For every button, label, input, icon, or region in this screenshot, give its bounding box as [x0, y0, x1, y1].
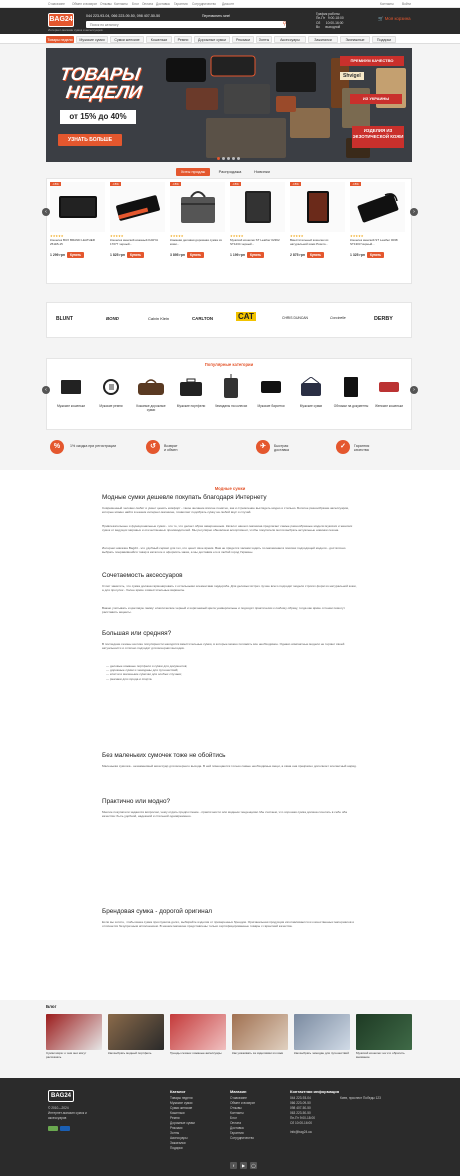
product-name[interactable]: Кошелек BUX BRAND LEATHER 2511B-15 — [50, 239, 95, 246]
buy-button[interactable]: Купить — [247, 252, 264, 258]
footer-shop-links — [230, 1096, 255, 1141]
footer-link[interactable]: Кошельки — [170, 1111, 185, 1115]
tab-new[interactable]: Новинки — [254, 169, 270, 174]
brands-strip — [46, 302, 412, 338]
shoulder-bag-icon — [292, 372, 330, 402]
footer-link[interactable]: Блог — [230, 1116, 237, 1120]
passport-cover-icon — [332, 372, 370, 402]
footer-phone[interactable]: 098 407-50-50 — [290, 1106, 311, 1110]
pagination-dot[interactable] — [222, 157, 225, 160]
logo[interactable]: BAG24 — [48, 13, 74, 27]
article-paragraph: Маленькая сумочка - незаменимый аксессуар для вечернего выхода. В ней помещаются только самые необходимые вещи, а сама она прекрасно дополняет элегантный наряд. — [102, 764, 357, 768]
topbar-link[interactable]: Сотрудничество — [192, 1, 217, 6]
category-item[interactable] — [52, 372, 90, 422]
footer-link[interactable]: Гарантия — [230, 1131, 244, 1135]
topbar-link[interactable]: Обмен и возврат — [72, 1, 97, 6]
blog-post-image[interactable] — [294, 1014, 350, 1050]
brand-logo[interactable]: Calvin Klein — [148, 316, 170, 321]
category-item[interactable] — [252, 372, 290, 422]
category-label: Мужские барсетки — [257, 404, 285, 408]
rating-stars: ★★★★★ — [170, 234, 184, 238]
ukraine-badge: ИЗ УКРАИНЫ — [350, 94, 402, 104]
topbar-link[interactable]: Контакты — [114, 1, 128, 6]
feature-text: Быстрая доставка — [274, 444, 290, 453]
nav-item[interactable]: Зонты — [256, 36, 272, 43]
article-heading: Без маленьких сумочек тоже не обойтись — [102, 752, 226, 759]
suitcase-icon — [212, 372, 250, 402]
product-card[interactable] — [170, 182, 225, 282]
footer-link[interactable]: Сумки женские — [170, 1106, 193, 1110]
product-card[interactable] — [110, 182, 165, 282]
hero-brand: Shvigel — [340, 72, 364, 80]
blog-post-image[interactable] — [170, 1014, 226, 1050]
footer-email[interactable]: info@bag24.ua — [290, 1130, 312, 1134]
youtube-icon[interactable]: ▶ — [241, 1163, 246, 1168]
product-image[interactable] — [350, 182, 405, 232]
topbar-contacts-link[interactable]: Контакты — [380, 1, 394, 6]
product-price: 2 875 грн — [290, 253, 305, 257]
footer-link[interactable]: Мужские сумки — [170, 1101, 193, 1105]
category-label: Чемоданы на колесах — [214, 404, 248, 408]
category-label: Кожаные дорожные сумки — [136, 404, 166, 412]
nav-item[interactable]: Рюкзаки — [232, 36, 254, 43]
category-item[interactable] — [212, 372, 250, 422]
article-heading: Большая или средняя? — [102, 630, 172, 637]
hero-title-line1: ТОВАРЫ — [58, 64, 142, 84]
article-paragraph: Важно учитывать и цветовую гамму: классические черный и коричневый цвета универсальны и подходят практически к любому образу, тогда как яркие оттенки помогут расставить акценты. — [102, 606, 345, 615]
product-name[interactable]: Кожаная деловая дорожная сумка из кожи... — [170, 239, 222, 246]
category-label: Мужские кошельки — [56, 404, 85, 408]
topbar-link[interactable]: О магазине — [48, 1, 65, 6]
blog-post[interactable] — [356, 1014, 412, 1074]
search-input[interactable] — [86, 21, 286, 28]
payment-icon — [48, 1126, 58, 1131]
delivery-icon: ✈ — [256, 440, 270, 454]
footer-link[interactable]: Аксессуары — [170, 1136, 188, 1140]
blog-post[interactable] — [108, 1014, 164, 1074]
nav-item[interactable]: Ремни — [174, 36, 192, 43]
category-label: Мужские портфели — [176, 404, 206, 408]
blog-post-image[interactable] — [46, 1014, 102, 1050]
blog-post[interactable] — [46, 1014, 102, 1074]
rating-stars: ★★★★★ — [290, 234, 304, 238]
blog-title: Блог — [46, 1004, 57, 1009]
article-heading: Практично или модно? — [102, 798, 171, 805]
discount-badge: -15% — [230, 182, 241, 186]
category-item[interactable] — [172, 372, 210, 422]
footer-phone[interactable]: 066 223-09-50 — [290, 1101, 311, 1105]
blog-post-title[interactable]: Как выбрать чемодан для путешествий — [294, 1051, 349, 1055]
header-phones: 044 223-93-04, 066 223-09-50, 098 407-50-50 — [86, 14, 161, 18]
article-heading: Сочетаемость аксессуаров — [102, 572, 183, 579]
discount-icon: % — [50, 440, 64, 454]
product-price: 3 895 грн — [170, 253, 185, 257]
feature-text: Гарантия качества — [354, 444, 370, 453]
hero-title-line2: НЕДЕЛИ — [64, 82, 144, 102]
category-label: Мужские ремни — [99, 404, 123, 408]
categories-next-icon[interactable]: › — [410, 386, 418, 394]
article-heading: Модные сумки дешевле покупать благодаря Интернету — [102, 494, 267, 501]
pagination-dot[interactable] — [217, 157, 220, 160]
category-item[interactable] — [92, 372, 130, 422]
product-image[interactable] — [290, 182, 345, 232]
nav-item[interactable]: Дорожные сумки — [194, 36, 230, 43]
product-name[interactable]: Кошелек женский ST Leather 0038 ST1303 Черный... — [350, 239, 398, 246]
footer-link[interactable]: Дорожные сумки — [170, 1121, 195, 1125]
footer-contacts — [290, 1096, 315, 1126]
hero-cta-button[interactable]: УЗНАТЬ БОЛЬШЕ — [58, 134, 122, 146]
product-name[interactable]: Вместительный кошелек из натуральной кожи Розето... — [290, 239, 329, 246]
blog-post-title[interactable]: Сумки мира: о чем они могут рассказать — [46, 1051, 87, 1059]
discount-badge: -15% — [170, 182, 181, 186]
footer-hours: Пн-Пт 9:00-18:00 — [290, 1116, 315, 1120]
visa-icon — [60, 1126, 70, 1131]
product-image[interactable] — [230, 182, 285, 232]
footer-link[interactable]: Отзывы — [230, 1106, 242, 1110]
discount-badge: -15% — [290, 182, 301, 186]
carousel-prev-icon[interactable]: ‹ — [42, 208, 50, 216]
footer-link[interactable]: Доставка — [230, 1126, 244, 1130]
topbar-link[interactable]: Дисконт — [222, 1, 234, 6]
product-card[interactable] — [50, 182, 105, 282]
blog-post-image[interactable] — [232, 1014, 288, 1050]
product-image[interactable] — [50, 182, 105, 232]
brand-logo[interactable]: DERBY — [374, 316, 393, 322]
article-paragraph: В последние сезоны на пике популярности находятся вместительные сумки, в которые можно положить все необходимое. Однако компактные модели не теряют своей актуальности и отлично подходят для вечерних выходов. — [102, 642, 345, 651]
footer-phone[interactable]: 044 223-93-04 — [290, 1096, 311, 1100]
blog-post-image[interactable] — [108, 1014, 164, 1050]
feature-text: Возврат и обмен — [164, 444, 178, 453]
topbar-link[interactable]: Доставка — [156, 1, 170, 6]
blog-post-title[interactable]: Тренды сезона: кожаные аксессуары — [170, 1051, 222, 1055]
brand-logo[interactable]: Coccinelle — [330, 316, 346, 320]
footer-link[interactable]: Подарки — [170, 1146, 183, 1150]
search-icon[interactable]: ⚲ — [282, 21, 287, 27]
article-list: — деловые кожаные портфели и сумки для документов; — дорожные сумки и чемоданы для путешествий; — клатчи и маленькие сумочки для особых случаев; — рюкзаки для города и спорта. — [106, 664, 188, 681]
tab-sale[interactable]: Распродажа — [218, 169, 242, 174]
product-card[interactable] — [350, 182, 405, 282]
cart-icon: 🛒 — [378, 16, 384, 21]
product-name[interactable]: Мужской кошелек ST Leather 02362 ST1234 черный... — [230, 239, 280, 246]
brand-logo[interactable]: CAT — [238, 312, 254, 321]
blog-post-title[interactable]: Мужской кошелек: на что обратить внимание — [356, 1051, 405, 1059]
nav-item[interactable]: Экипажные — [340, 36, 370, 43]
brand-logo[interactable]: BLUNT — [56, 316, 73, 322]
footer-hours: Сб 10:00-16:00 — [290, 1121, 313, 1125]
nav-item[interactable]: Зажигалки — [308, 36, 338, 43]
category-item[interactable] — [292, 372, 330, 422]
hero-pagination[interactable] — [216, 156, 241, 161]
rating-stars: ★★★★★ — [350, 234, 364, 238]
discount-badge: -15% — [50, 182, 61, 186]
tab-hits[interactable]: Хиты продаж — [176, 168, 210, 176]
discount-badge: -15% — [110, 182, 121, 186]
facebook-icon[interactable]: f — [230, 1162, 237, 1169]
travel-bag-icon — [132, 372, 170, 402]
discount-badge: -15% — [350, 182, 361, 186]
product-price: 1 325 грн — [350, 253, 365, 257]
blog-post[interactable] — [294, 1014, 350, 1074]
brand-logo[interactable]: CARLTON — [192, 316, 214, 321]
pagination-dot[interactable] — [227, 157, 230, 160]
brand-logo[interactable]: CHRIS DUNCAN — [282, 316, 308, 320]
footer-link[interactable]: Обмен и возврат — [230, 1101, 255, 1105]
categories-prev-icon[interactable]: ‹ — [42, 386, 50, 394]
guarantee-icon: ✓ — [336, 440, 350, 454]
buy-button[interactable]: Купить — [307, 252, 324, 258]
nav-item[interactable]: Товары недели — [47, 38, 73, 42]
article-section-title: Модные сумки — [214, 486, 246, 491]
product-card[interactable] — [230, 182, 285, 282]
topbar-link[interactable]: Отзывы — [100, 1, 112, 6]
women-wallet-icon — [370, 372, 408, 402]
exotic-leather-note: ИЗДЕЛИЯ ИЗ ЭКЗОТИЧЕСКОЙ КОЖИ — [352, 126, 404, 148]
nav-item[interactable]: Кошельки — [146, 36, 172, 43]
working-hours: График работы: Пн-Пт 9:00-18:00 Сб 10:00-16:00 Вс выходной — [316, 12, 344, 30]
cart-label: Моя корзина — [384, 16, 411, 21]
rating-stars: ★★★★★ — [110, 234, 124, 238]
rating-stars: ★★★★★ — [230, 234, 244, 238]
pagination-dot[interactable] — [232, 157, 235, 160]
footer-link[interactable]: Ремни — [170, 1116, 180, 1120]
buy-button[interactable]: Купить — [187, 252, 204, 258]
blog-post[interactable] — [232, 1014, 288, 1074]
footer-address: Киев, проспект Победы 123 — [340, 1096, 381, 1100]
product-card[interactable] — [290, 182, 345, 282]
category-label: Обложки на документы — [333, 404, 369, 408]
article-paragraph: Многие покупатели задаются вопросом, чему отдать предпочтение - практичности или модным тенденциям. Мы считаем, что хорошая сумка должна сочетать в себе оба качества: быть удобной, надежной и стильной одновременно. — [102, 810, 347, 819]
blog-post-title[interactable]: Как ухаживать за изделиями из кожи — [232, 1051, 284, 1055]
article-paragraph: Интернет-магазин Bag24 - это удобный сервис для тех, кто ценит свое время. Вам не придется часами ходить по магазинам в поисках подходящей модели - достаточно выбрать понравившийся товар в каталоге и оформить заказ, а мы доставим его в любой город Украины. — [102, 546, 346, 555]
belt-icon — [92, 372, 130, 402]
topbar-link[interactable]: Оплата — [142, 1, 153, 6]
footer-link[interactable]: Рюкзаки — [170, 1126, 183, 1130]
clutch-icon — [252, 372, 290, 402]
footer-logo[interactable]: BAG24 — [48, 1090, 74, 1102]
premium-badge: ПРЕМИУМ КАЧЕСТВО — [340, 56, 404, 66]
nav-item[interactable]: Аксессуары — [274, 36, 306, 43]
logo-subtitle: Интернет-магазин сумок и аксессуаров — [48, 28, 103, 32]
blog-post[interactable] — [170, 1014, 226, 1074]
product-price: 1 199 грн — [230, 253, 245, 257]
article-paragraph: Привлекательные и функциональные сумки - это то, что делает образ завершенным. Каталог нашего магазина предлагает самые разнообразные модели мужских и женских сумок от ведущих мировых и отечественных производителей. Мы регулярно обновляем ассортимент, чтобы покупатели могли выбрать актуальные новинки сезона. — [102, 524, 353, 533]
buy-button[interactable]: Купить — [367, 252, 384, 258]
footer-catalog-links — [170, 1096, 195, 1151]
categories-title: Популярные категории — [204, 362, 254, 367]
product-price: 1 299 грн — [50, 253, 65, 257]
footer-link[interactable]: Зонты — [170, 1131, 180, 1135]
footer-col1-title: Каталог — [170, 1089, 186, 1094]
wallet-icon — [52, 372, 90, 402]
rating-stars: ★★★★★ — [50, 234, 64, 238]
pagination-dot[interactable] — [237, 157, 240, 160]
product-image[interactable] — [110, 182, 165, 232]
article-paragraph: Стоит заметить, что сумка должна гармонировать с остальными элементами гардероба. Для деловых встреч лучше всего подходят модели строгих форм из натуральной кожи, а для прогулок - более яркие и вместительные варианты. — [102, 584, 357, 593]
footer-col3-title: Контактная информация — [290, 1089, 340, 1094]
footer-link[interactable]: Зажигалки — [170, 1141, 186, 1145]
footer-link[interactable]: Товары недели — [170, 1096, 193, 1100]
category-item[interactable] — [132, 372, 170, 422]
return-icon: ↺ — [146, 440, 160, 454]
footer-phone[interactable]: 063 223-50-50 — [290, 1111, 311, 1115]
footer-link[interactable]: Оплата — [230, 1121, 241, 1125]
footer-col2-title: Магазин — [230, 1089, 247, 1094]
cart-button[interactable] — [378, 16, 411, 22]
category-label: Женские кошельки — [375, 404, 403, 408]
footer-copyright: © 2010—2024 Интернет-магазин сумок и аксессуаров — [48, 1106, 87, 1120]
product-image[interactable] — [170, 182, 225, 232]
footer-link[interactable]: Контакты — [230, 1111, 244, 1115]
nav-item[interactable]: Сумки женские — [110, 36, 144, 43]
footer-link[interactable]: О магазине — [230, 1096, 247, 1100]
buy-button[interactable]: Купить — [127, 252, 144, 258]
instagram-icon[interactable]: ◯ — [251, 1163, 256, 1168]
blog-post-title[interactable]: Как выбрать модный портфель — [108, 1051, 152, 1055]
article-paragraph: Современный человек любит и умеет ценить комфорт - такое желание вполне понятно, как и стремление выглядеть модно и стильно. Богатое разнообразие аксессуаров, которые можно найти в нашем интернет-магазине, позволяет подобрать сумку на любой вкус и случай. — [102, 506, 349, 515]
buy-button[interactable]: Купить — [67, 252, 84, 258]
product-price: 1 825 грн — [110, 253, 125, 257]
carousel-next-icon[interactable]: › — [410, 208, 418, 216]
article-heading: Брендовая сумка - дорогой оригинал — [102, 908, 212, 915]
category-label: Мужские сумки — [299, 404, 323, 408]
callback-link[interactable]: Перезвонить мне! — [202, 14, 231, 18]
nav-item[interactable]: Подарки — [372, 36, 396, 43]
nav-item[interactable]: Мужские сумки — [76, 36, 108, 43]
briefcase-icon — [172, 372, 210, 402]
hero-discount: от 15% до 40% — [60, 110, 136, 124]
blog-post-image[interactable] — [356, 1014, 412, 1050]
footer-link[interactable]: Сотрудничество — [230, 1136, 255, 1140]
topbar-link[interactable]: Гарантия — [174, 1, 188, 6]
category-item[interactable] — [370, 372, 408, 422]
login-link[interactable]: Войти — [402, 1, 411, 6]
feature-text: 1% скидка при регистрации — [70, 444, 117, 448]
brand-logo[interactable]: BOND — [106, 316, 119, 321]
category-item[interactable] — [332, 372, 370, 422]
topbar-link[interactable]: Блог — [132, 1, 139, 6]
article-paragraph: Если вы хотите, чтобы ваша сумка прослужила долго, выбирайте изделия от проверенных брендов. Оригинальная продукция изготавливается из качественных материалов и отличается безупречным исполнением. В нашем магазине представлены только сертифицированные товары с гарантией качества. — [102, 920, 355, 929]
product-name[interactable]: Кошелек женский кожаный KARYA 17077 черный... — [110, 239, 158, 246]
